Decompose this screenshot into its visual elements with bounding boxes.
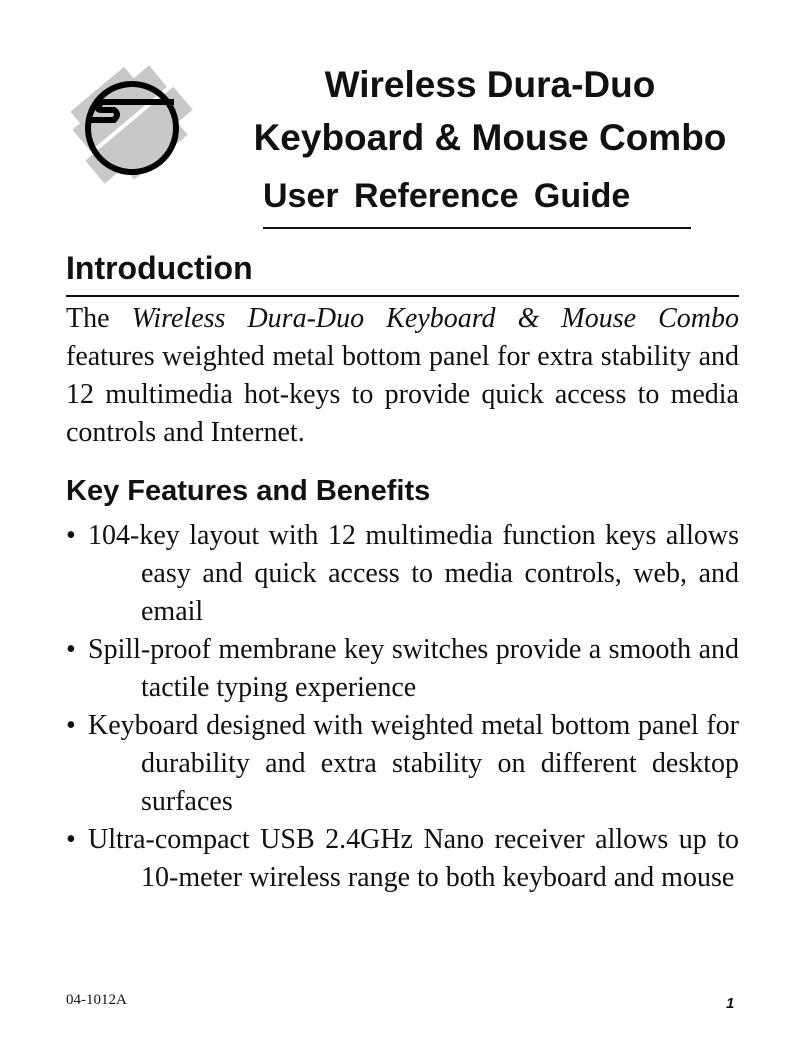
list-item <box>66 631 739 707</box>
title-line-2: Keyboard & Mouse Combo <box>253 117 727 158</box>
intro-paragraph <box>66 300 739 452</box>
bullet: • <box>66 520 76 551</box>
list-item <box>66 707 739 821</box>
product-name: Wireless Dura-Duo Keyboard & Mouse Combo <box>131 303 740 334</box>
feature-text: Ultra-compact USB 2.4GHz Nano receiver allows up to 10-meter wireless range to both keyboard and mouse <box>88 824 739 893</box>
list-item <box>66 517 739 631</box>
intro-heading: Introduction <box>66 250 253 286</box>
bullet: • <box>66 824 76 855</box>
document-code: 04-1012A <box>66 992 127 1008</box>
features-heading: Key Features and Benefits <box>66 475 431 507</box>
title-line-1: Wireless Dura-Duo <box>324 64 656 105</box>
page-number: 1 <box>726 995 735 1012</box>
feature-text: 104-key layout with 12 multimedia function keys allows easy and quick access to media controls, web, and email <box>88 520 739 627</box>
features-list <box>66 517 739 897</box>
company-logo <box>62 62 197 187</box>
feature-text: Keyboard designed with weighted metal bottom panel for durability and extra stability on different desktop surfaces <box>88 710 739 817</box>
list-item <box>66 821 739 897</box>
feature-text: Spill-proof membrane key switches provide a smooth and tactile typing experience <box>88 634 739 703</box>
intro-divider <box>66 295 739 297</box>
intro-body: features weighted metal bottom panel for extra stability and 12 multimedia hot-keys to provide quick access to media controls and Internet. <box>66 341 739 448</box>
intro-lead: The <box>66 303 132 334</box>
bullet: • <box>66 710 76 741</box>
subtitle: User Reference Guide <box>263 177 631 215</box>
bullet: • <box>66 634 76 665</box>
title-divider <box>263 227 691 229</box>
